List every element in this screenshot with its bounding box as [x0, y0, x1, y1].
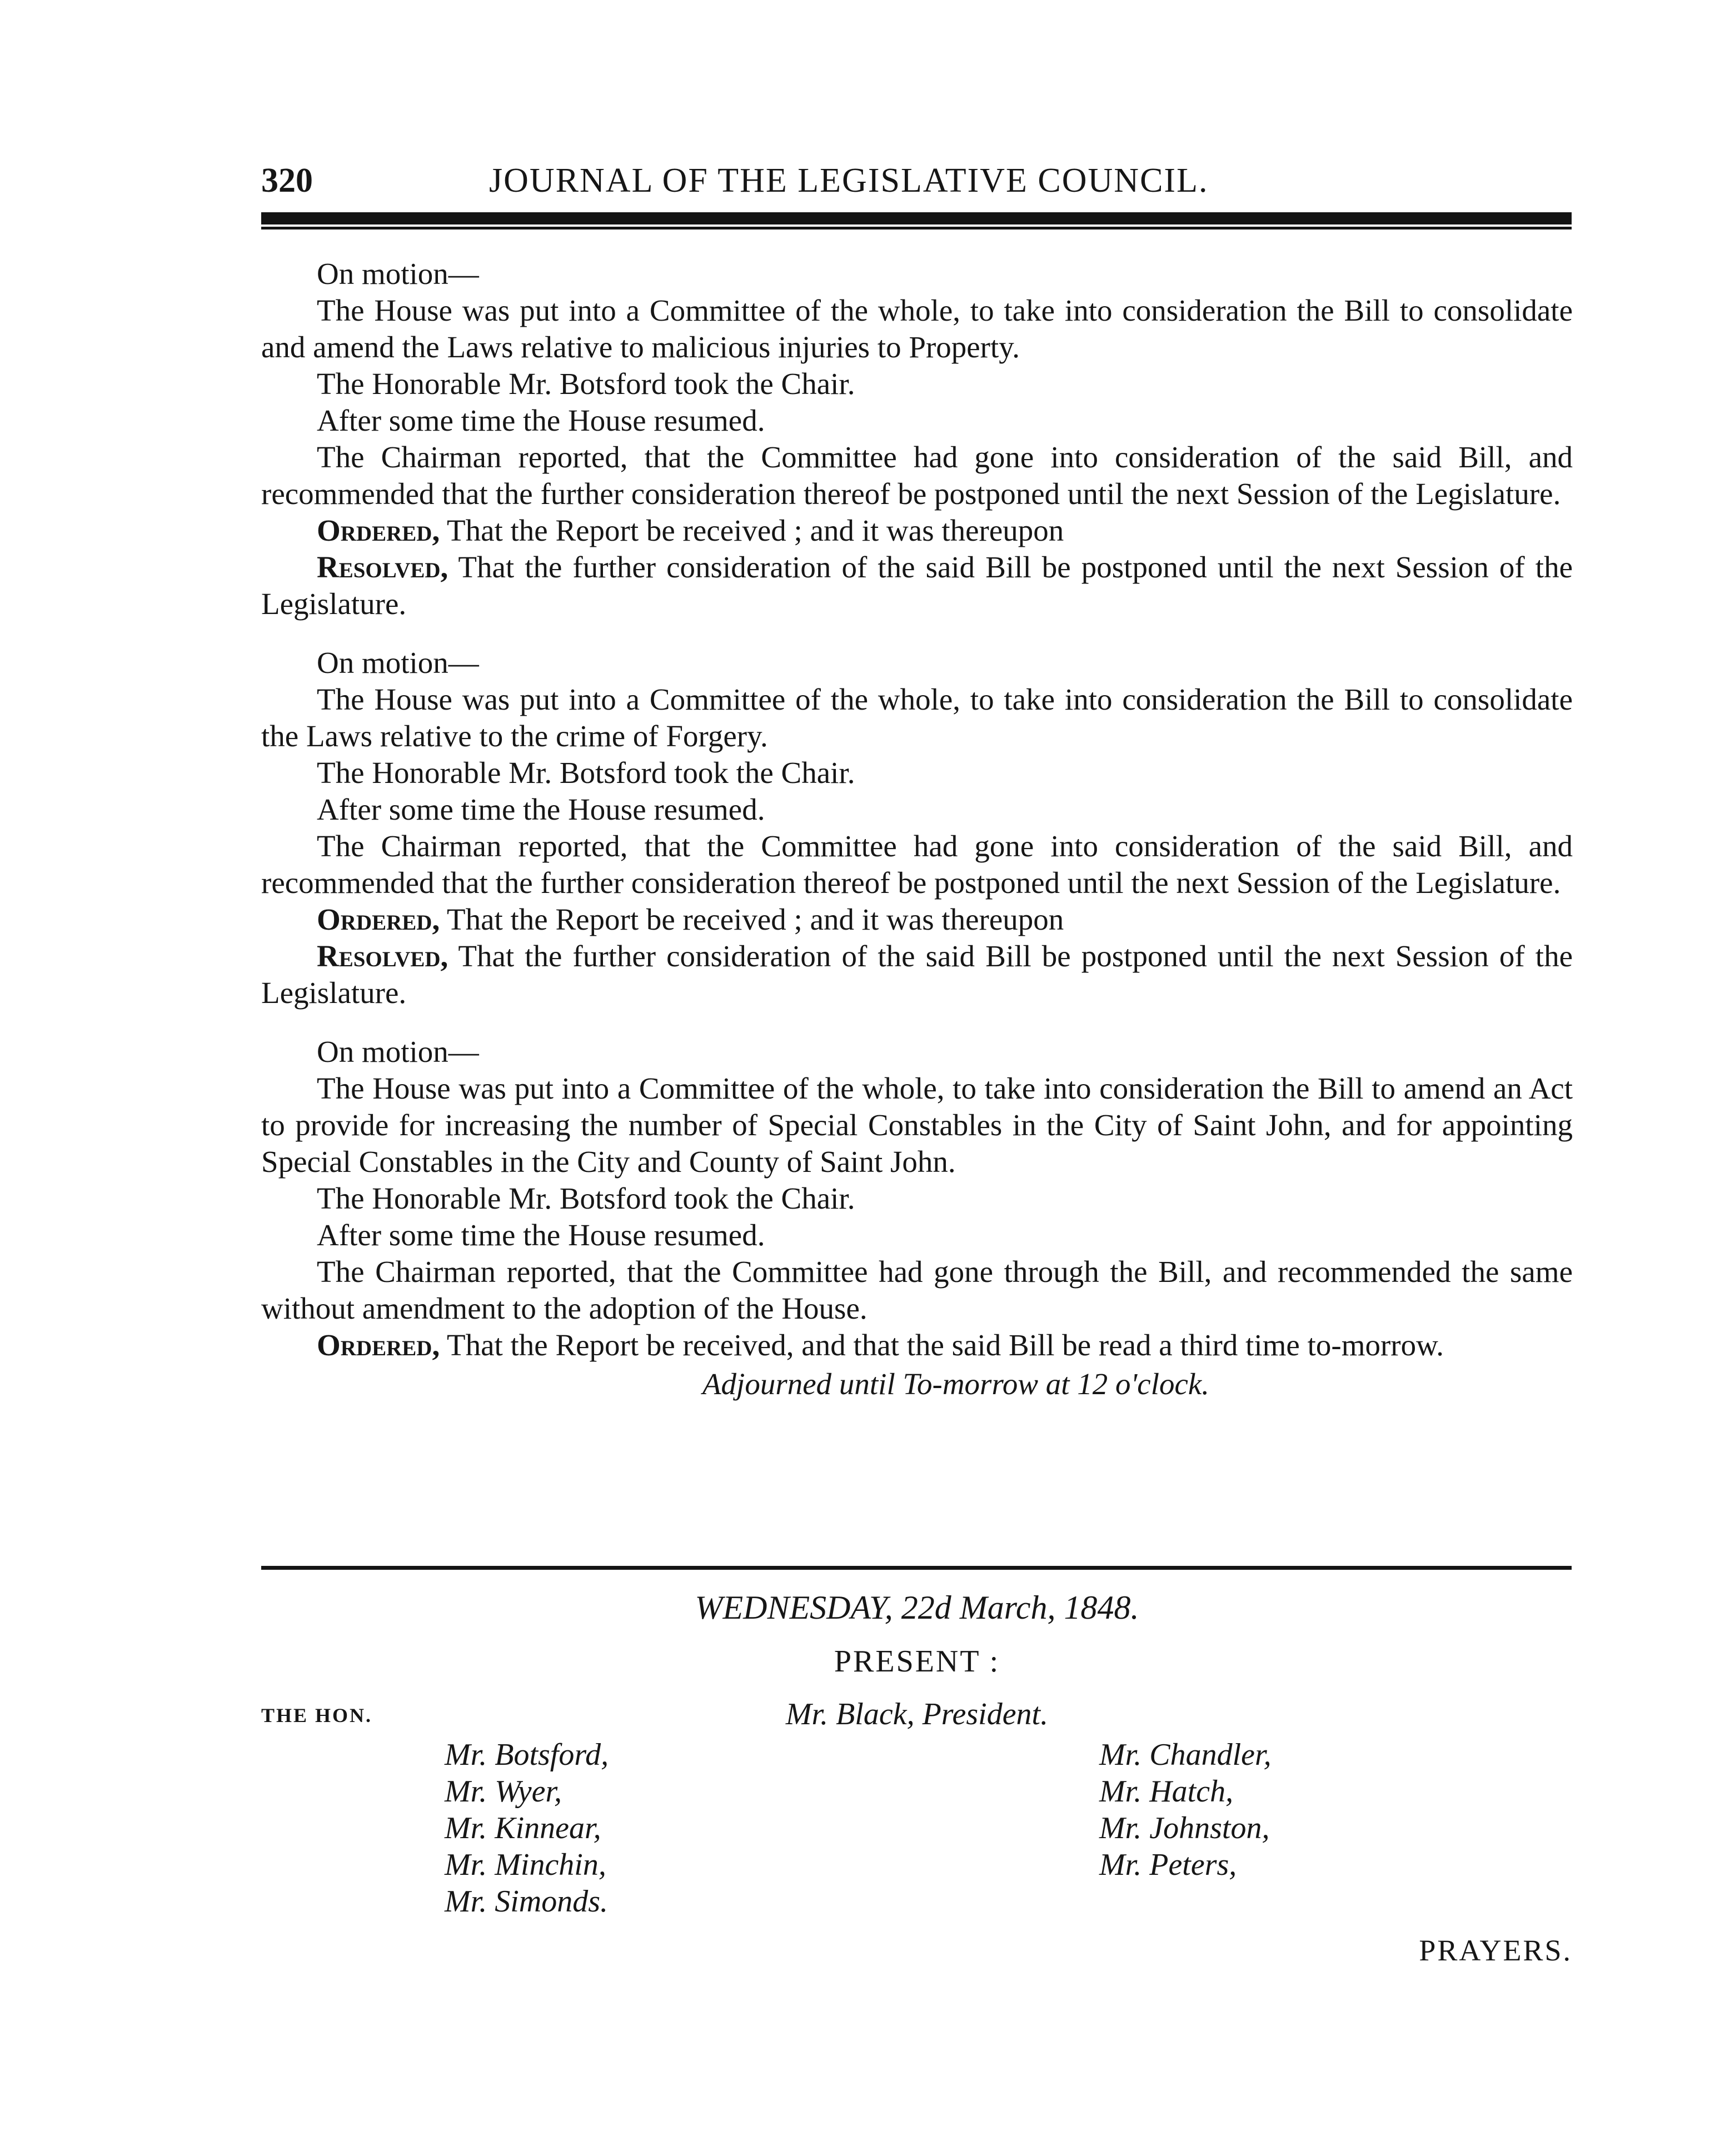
resolved-paragraph [261, 938, 1573, 1011]
header-rule-thin [261, 227, 1572, 229]
running-title: JOURNAL OF THE LEGISLATIVE COUNCIL. [489, 162, 1209, 199]
paragraph: The Honorable Mr. Botsford took the Chair. [317, 367, 855, 401]
member-name: Mr. Simonds. [445, 1884, 609, 1919]
member-name: Mr. Johnston, [1099, 1811, 1270, 1845]
paragraph: The Chairman reported, that the Committee had gone into consideration of the said Bill, and recommended that the further consideration thereof be postponed until the next Session of the Legislature. [261, 440, 1573, 511]
paragraph: On motion— [317, 257, 479, 291]
ordered-paragraph [261, 1327, 1573, 1364]
ordered-lead: Ordered, [317, 902, 440, 936]
page-header [261, 158, 1573, 203]
resolved-text: That the further consideration of the said Bill be postponed until the next Session of the Legislature. [261, 550, 1573, 621]
paragraph: The Chairman reported, that the Committee had gone into consideration of the said Bill, and recommended that the further consideration thereof be postponed until the next Session of the Legislature. [261, 829, 1573, 900]
president-line: Mr. Black, President. [785, 1697, 1049, 1731]
paragraph: The House was put into a Committee of the whole, to take into consideration the Bill to consolidate and amend the Laws relative to malicious injuries to Property. [261, 293, 1573, 364]
ordered-paragraph [261, 901, 1573, 938]
section-divider-rule [261, 1566, 1572, 1570]
ordered-text: That the Report be received ; and it was thereupon [440, 902, 1064, 936]
paragraph: After some time the House resumed. [317, 403, 765, 437]
resolved-lead: Resolved, [317, 939, 448, 973]
resolved-paragraph [261, 549, 1573, 622]
ordered-lead: Ordered, [317, 513, 440, 547]
resolved-lead: Resolved, [317, 550, 448, 584]
ordered-text: That the Report be received, and that the said Bill be read a third time to-morrow. [440, 1328, 1444, 1362]
sitting-date: WEDNESDAY, 22d March, 1848. [695, 1589, 1139, 1626]
ordered-text: That the Report be received ; and it was thereupon [440, 513, 1064, 547]
paragraph: On motion— [317, 646, 479, 680]
motion-section-1 [261, 256, 1573, 622]
paragraph: The House was put into a Committee of the whole, to take into consideration the Bill to amend an Act to provide for increasing the number of Special Constables in the City of Saint John, and for appointing Special Constables in the City and County of Saint John. [261, 1071, 1573, 1179]
member-name: Mr. Hatch, [1099, 1774, 1234, 1809]
resolved-text: That the further consideration of the said Bill be postponed until the next Session of the Legislature. [261, 939, 1573, 1010]
members-list-left [445, 1736, 609, 1920]
paragraph: After some time the House resumed. [317, 792, 765, 826]
present-heading: PRESENT : [834, 1644, 1000, 1679]
header-rule-thick [261, 212, 1572, 224]
motion-section-3 [261, 1034, 1573, 1364]
member-name: Mr. Kinnear, [445, 1811, 601, 1845]
paragraph: The Chairman reported, that the Committee had gone through the Bill, and recommended the same without amendment to the adoption of the House. [261, 1255, 1573, 1325]
paragraph: After some time the House resumed. [317, 1218, 765, 1252]
motion-section-2 [261, 645, 1573, 1011]
paragraph: The Honorable Mr. Botsford took the Chair. [317, 756, 855, 790]
ordered-paragraph [261, 512, 1573, 549]
the-hon-label: THE HON. [261, 1704, 373, 1726]
prayers-label: PRAYERS. [1419, 1934, 1572, 1967]
member-name: Mr. Botsford, [445, 1738, 609, 1772]
member-name: Mr. Peters, [1099, 1848, 1237, 1882]
proceedings-body [261, 256, 1573, 1403]
paragraph: The House was put into a Committee of the whole, to take into consideration the Bill to consolidate the Laws relative to the crime of Forgery. [261, 682, 1573, 753]
paragraph: The Honorable Mr. Botsford took the Chair. [317, 1181, 855, 1215]
members-list-right [1099, 1736, 1272, 1883]
ordered-lead: Ordered, [317, 1328, 440, 1362]
adjournment-line: Adjourned until To-morrow at 12 o'clock. [702, 1367, 1210, 1401]
paragraph: On motion— [317, 1035, 479, 1069]
page-number: 320 [261, 162, 313, 199]
member-name: Mr. Minchin, [445, 1848, 606, 1882]
member-name: Mr. Wyer, [445, 1774, 562, 1809]
member-name: Mr. Chandler, [1099, 1738, 1272, 1772]
